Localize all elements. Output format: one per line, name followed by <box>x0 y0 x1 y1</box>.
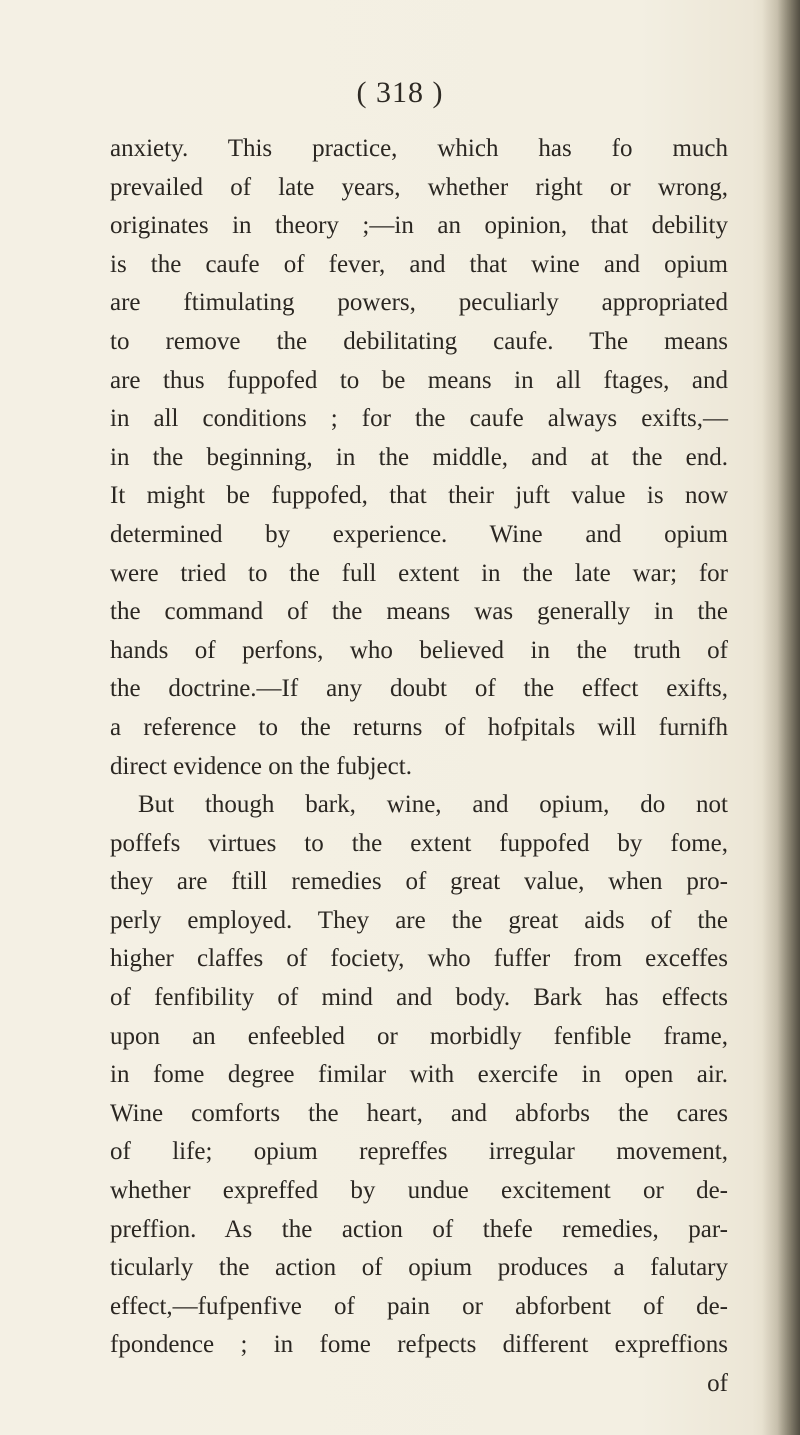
text-line: were tried to the full extent in the late war; for <box>110 559 728 587</box>
text-line: the command of the means was generally in the <box>110 598 728 626</box>
text-line: determined by experience. Wine and opium <box>110 520 728 548</box>
text-line: they are ftill remedies of great value, when pro- <box>110 868 728 896</box>
text-line: in all conditions ; for the caufe always exifts,— <box>110 405 728 433</box>
text-line: hands of perfons, who believed in the truth of <box>110 636 728 664</box>
text-line: Wine comforts the heart, and abforbs the cares <box>110 1099 728 1127</box>
text-line: poffefs virtues to the extent fuppofed by fome, <box>110 829 728 857</box>
text-line: effect,—fufpenfive of pain or abforbent of de- <box>110 1292 728 1320</box>
page-binding-shadow <box>762 0 800 1435</box>
text-line: of fenfibility of mind and body. Bark has effects <box>110 984 728 1012</box>
text-line: preffion. As the action of thefe remedies, par- <box>110 1215 728 1243</box>
text-line: direct evidence on the fubject. <box>110 752 412 780</box>
text-line: fpondence ; in fome refpects different expreffions <box>110 1331 728 1359</box>
body-text <box>110 130 728 1404</box>
page-number: ( 318 ) <box>356 76 444 109</box>
paragraph-start-line: But though bark, wine, and opium, do not <box>138 791 728 819</box>
text-line: ticularly the action of opium produces a falutary <box>110 1254 728 1282</box>
text-line: perly employed. They are the great aids of the <box>110 906 728 934</box>
text-line: in the beginning, in the middle, and at the end. <box>110 443 728 471</box>
text-line: are thus fuppofed to be means in all ftages, and <box>110 366 728 394</box>
catchword: of <box>707 1370 728 1397</box>
text-line: of life; opium repreffes irregular movement, <box>110 1138 728 1166</box>
text-line: whether expreffed by undue excitement or de- <box>110 1177 728 1205</box>
text-line: the doctrine.—If any doubt of the effect exifts, <box>110 675 728 703</box>
text-line: a reference to the returns of hofpitals will furnifh <box>110 713 728 741</box>
text-line: are ftimulating powers, peculiarly appropriated <box>110 289 728 317</box>
text-line: in fome degree fimilar with exercife in open air. <box>110 1061 728 1089</box>
text-line: higher claffes of fociety, who fuffer from exceffes <box>110 945 728 973</box>
text-line: upon an enfeebled or morbidly fenfible frame, <box>110 1022 728 1050</box>
text-line: prevailed of late years, whether right or wrong, <box>110 173 728 201</box>
text-line: It might be fuppofed, that their juft value is now <box>110 482 728 510</box>
text-line: to remove the debilitating caufe. The means <box>110 327 728 355</box>
text-line: originates in theory ;—in an opinion, that debility <box>110 212 728 240</box>
text-line: anxiety. This practice, which has fo much <box>110 135 728 162</box>
text-line: is the caufe of fever, and that wine and opium <box>110 250 728 278</box>
